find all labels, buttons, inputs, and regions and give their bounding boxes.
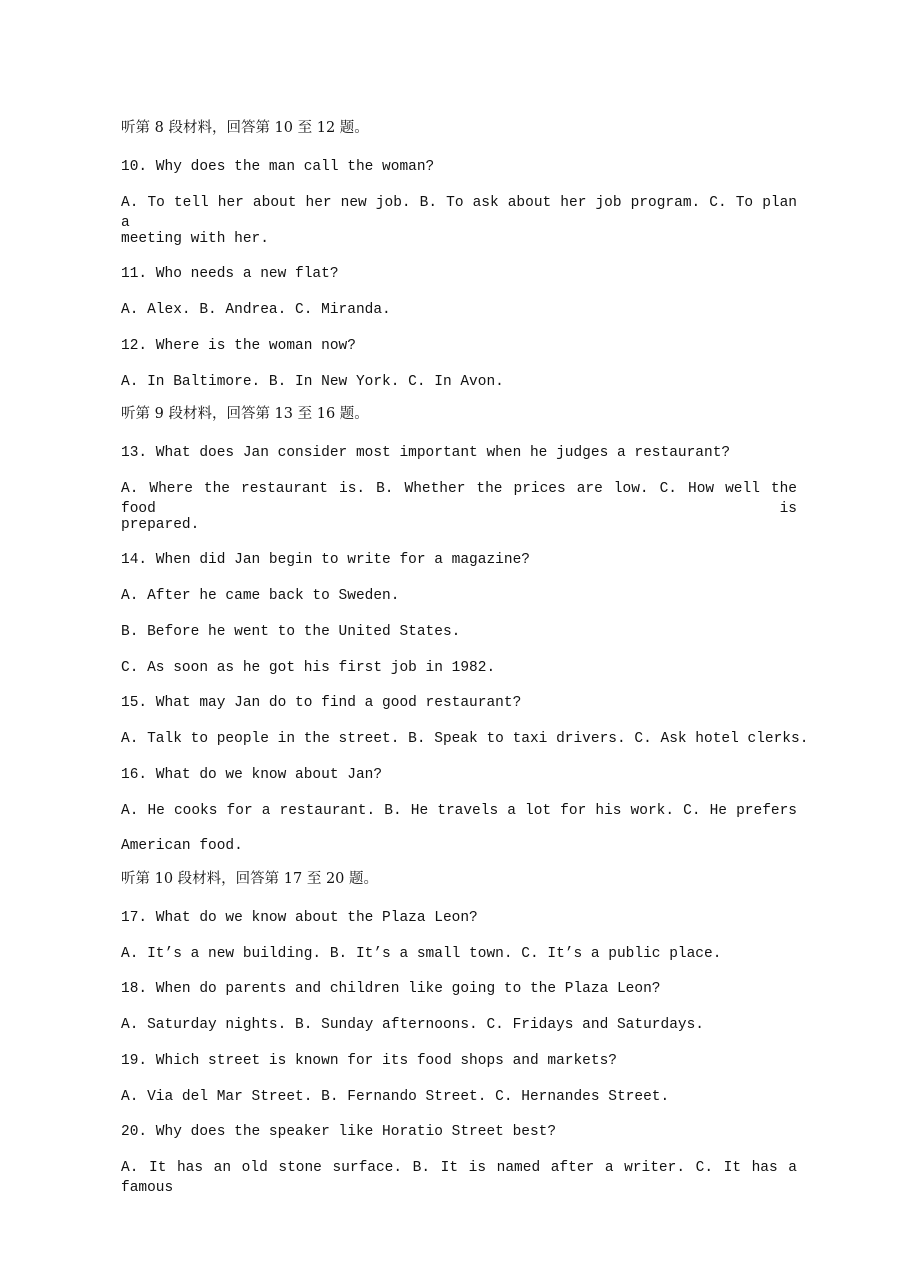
question-13-options-cont: prepared. — [121, 517, 200, 533]
question-17-options: A. It’s a new building. B. It’s a small town. C. It’s a public place. — [121, 946, 722, 962]
question-16-options-cont: American food. — [121, 838, 243, 854]
question-14-option-b: B. Before he went to the United States. — [121, 624, 461, 640]
question-11-stem: 11. Who needs a new flat? — [121, 266, 339, 282]
section-heading-8: 听第 8 段材料，回答第 10 至 12 题。 — [121, 120, 369, 136]
question-20-options: A. It has an old stone surface. B. It is named after a writer. C. It has a famous — [121, 1160, 797, 1196]
question-15-options: A. Talk to people in the street. B. Speak to taxi drivers. C. Ask hotel clerks. — [121, 731, 809, 747]
section-heading-9: 听第 9 段材料，回答第 13 至 16 题。 — [121, 406, 369, 422]
question-18-stem: 18. When do parents and children like going to the Plaza Leon? — [121, 981, 661, 997]
question-14-stem: 14. When did Jan begin to write for a magazine? — [121, 552, 530, 568]
question-12-stem: 12. Where is the woman now? — [121, 338, 356, 354]
section-heading-10: 听第 10 段材料，回答第 17 至 20 题。 — [121, 871, 379, 887]
question-12-options: A. In Baltimore. B. In New York. C. In Avon. — [121, 374, 504, 390]
question-16-stem: 16. What do we know about Jan? — [121, 767, 383, 783]
question-10-stem: 10. Why does the man call the woman? — [121, 159, 435, 175]
question-20-stem: 20. Why does the speaker like Horatio Street best? — [121, 1124, 557, 1140]
question-10-options: A. To tell her about her new job. B. To ask about her job program. C. To plan a — [121, 195, 797, 231]
question-18-options: A. Saturday nights. B. Sunday afternoons. C. Fridays and Saturdays. — [121, 1017, 704, 1033]
question-11-options: A. Alex. B. Andrea. C. Miranda. — [121, 302, 391, 318]
question-19-stem: 19. Which street is known for its food shops and markets? — [121, 1053, 617, 1069]
question-10-options-cont: meeting with her. — [121, 231, 269, 247]
question-16-options: A. He cooks for a restaurant. B. He travels a lot for his work. C. He prefers — [121, 803, 797, 819]
question-17-stem: 17. What do we know about the Plaza Leon? — [121, 910, 478, 926]
question-13-stem: 13. What does Jan consider most important when he judges a restaurant? — [121, 445, 731, 461]
question-13-options: A. Where the restaurant is. B. Whether the prices are low. C. How well the food is — [121, 481, 797, 517]
question-19-options: A. Via del Mar Street. B. Fernando Street. C. Hernandes Street. — [121, 1089, 670, 1105]
question-14-option-c: C. As soon as he got his first job in 1982. — [121, 660, 496, 676]
question-15-stem: 15. What may Jan do to find a good restaurant? — [121, 695, 522, 711]
question-14-option-a: A. After he came back to Sweden. — [121, 588, 400, 604]
